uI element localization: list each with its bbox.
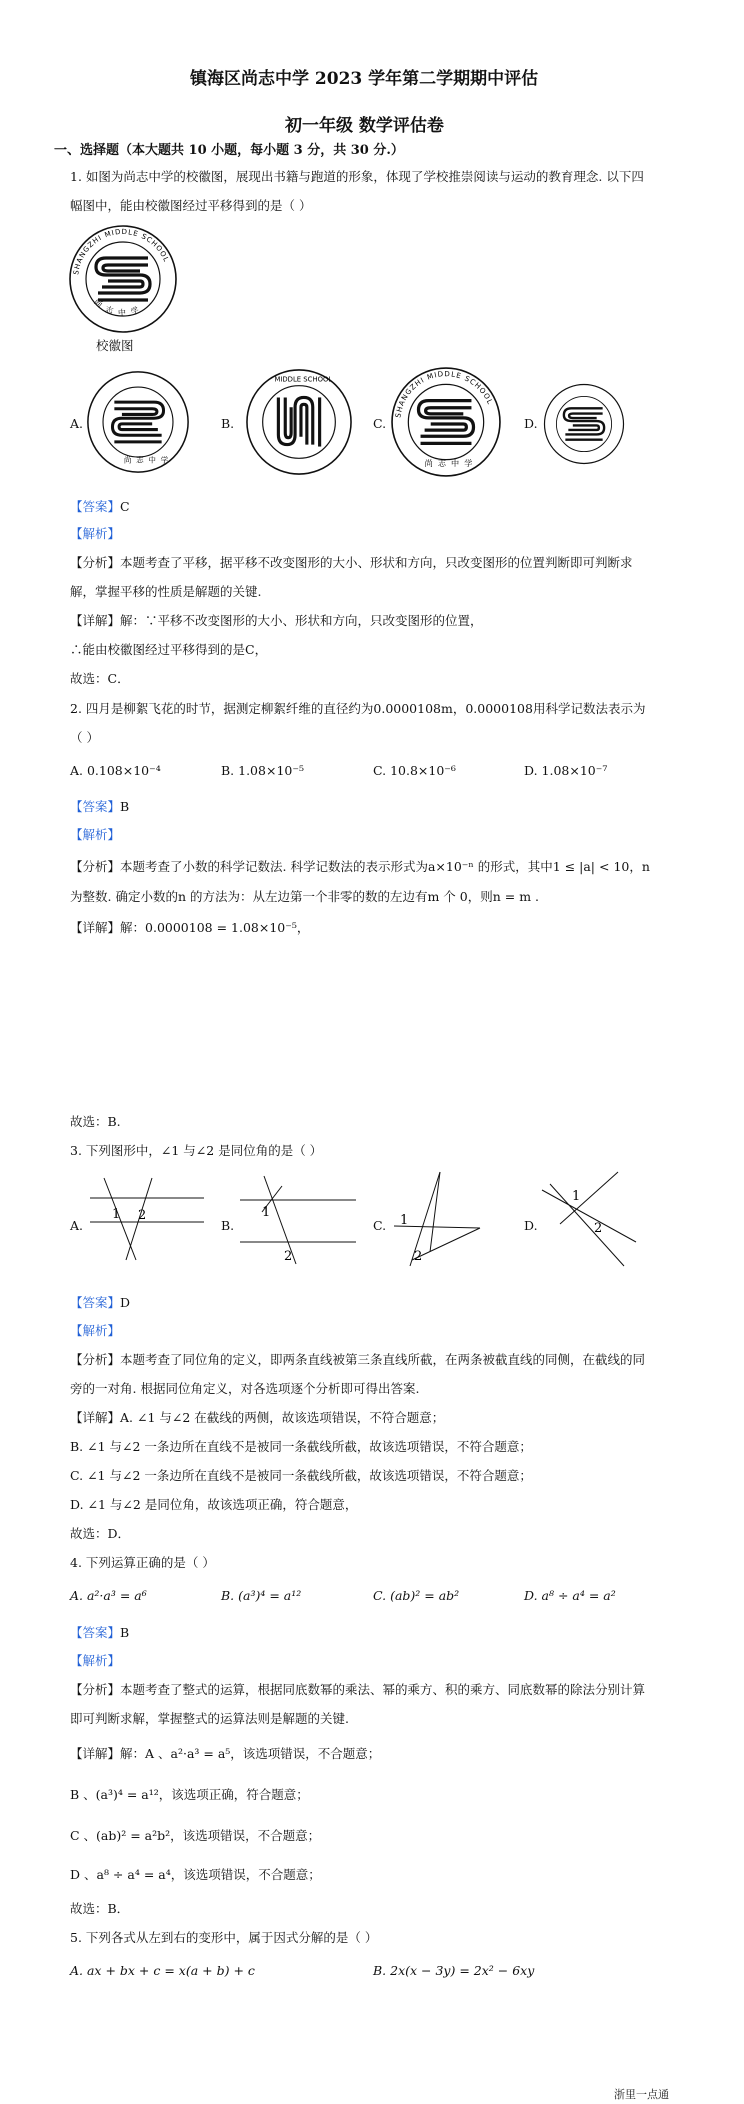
q1-analysis-label: 【解析】 bbox=[70, 526, 121, 541]
angle-label-1: 1 bbox=[262, 1205, 271, 1220]
fenxi-label: 【分析】 bbox=[70, 859, 121, 874]
q3-fenxi-line1 bbox=[70, 1350, 645, 1368]
q3-detail-line3: C. ∠1 与∠2 一条边所在直线不是被同一条截线所截，故该选项错误，不符合题意； bbox=[70, 1468, 532, 1483]
q3-figure-a bbox=[86, 1172, 206, 1262]
q3-fenxi-text1: 本题考查了同位角的定义，即两条直线被第三条直线所截，在两条被截直线的同侧，在截线的同 bbox=[120, 1352, 646, 1367]
q3-figure-b bbox=[238, 1172, 358, 1264]
q3-figure-d bbox=[540, 1172, 640, 1268]
q4-detail-text1: 解：A 、a²·a³ = a⁵，该选项错误，不合题意； bbox=[120, 1746, 381, 1761]
q1-stem-line1: 1. 如图为尚志中学的校徽图，展现出书籍与跑道的形象，体现了学校推崇阅读与运动的教育理念. 以下四 bbox=[70, 169, 644, 184]
q1-option-b-label: B. bbox=[221, 416, 235, 431]
q4-fenxi-line2: 即可判断求解，掌握整式的运算法则是解题的关键. bbox=[70, 1711, 349, 1726]
q5-stem: 5. 下列各式从左到右的变形中，属于因式分解的是（ ） bbox=[70, 1930, 378, 1945]
emblem-ring-text: SHANGZHI MIDDLE SCHOOL bbox=[72, 227, 171, 276]
q2-option-c: C. 10.8×10⁻⁶ bbox=[373, 763, 456, 778]
answer-label: 【答案】 bbox=[70, 1625, 121, 1640]
q1-option-d-figure bbox=[543, 383, 625, 465]
q3-detail-text1: A. ∠1 与∠2 在截线的两侧，故该选项错误，不符合题意； bbox=[120, 1410, 445, 1425]
q2-analysis-label: 【解析】 bbox=[70, 827, 121, 842]
q3-option-b-label: B. bbox=[221, 1218, 235, 1233]
q1-detail-line2: ∴能由校徽图经过平移得到的是C， bbox=[70, 642, 268, 657]
angle-label-1: 1 bbox=[400, 1213, 409, 1228]
q4-detail-line2: B 、(a³)⁴ = a¹²，该选项正确，符合题意； bbox=[70, 1787, 309, 1802]
section-heading: 一、选择题（本大题共 10 小题，每小题 3 分，共 30 分.） bbox=[54, 143, 404, 158]
q4-stem: 4. 下列运算正确的是（ ） bbox=[70, 1555, 215, 1570]
angle-label-2: 2 bbox=[284, 1249, 293, 1264]
q1-answer bbox=[70, 497, 130, 515]
q1-stem-line2: 幅图中，能由校徽图经过平移得到的是（ ） bbox=[70, 198, 312, 213]
page-subtitle: 初一年级 数学评估卷 bbox=[285, 116, 444, 136]
q1-option-a-figure bbox=[86, 370, 190, 474]
q3-option-c-label: C. bbox=[373, 1218, 387, 1233]
q1-option-d-label: D. bbox=[524, 416, 538, 431]
q1-detail-text1: 解：∵平移不改变图形的大小、形状和方向，只改变图形的位置， bbox=[120, 613, 483, 628]
angle-label-2: 2 bbox=[138, 1208, 147, 1223]
q5-option-b: B. 2x(x − 3y) = 2x² − 6xy bbox=[373, 1963, 535, 1978]
q2-stem-line1: 2. 四月是柳絮飞花的时节，据测定柳絮纤维的直径约为0.0000108m，0.0000108用科学记数法表示为 bbox=[70, 701, 646, 716]
q4-detail-line1 bbox=[70, 1744, 380, 1762]
angle-label-2: 2 bbox=[594, 1221, 603, 1236]
footer-brand: 浙里一点通 bbox=[614, 2088, 669, 2101]
answer-label: 【答案】 bbox=[70, 499, 121, 514]
detail-label: 【详解】 bbox=[70, 1410, 121, 1425]
svg-text:MIDDLE SCHOOL: MIDDLE SCHOOL bbox=[274, 375, 333, 384]
angle-label-2: 2 bbox=[414, 1249, 423, 1264]
q2-option-b: B. 1.08×10⁻⁵ bbox=[221, 763, 304, 778]
q4-option-a: A. a²·a³ = a⁶ bbox=[70, 1588, 147, 1603]
q3-option-d-label: D. bbox=[524, 1218, 538, 1233]
q3-detail-line2: B. ∠1 与∠2 一条边所在直线不是被同一条截线所截，故该选项错误，不符合题意； bbox=[70, 1439, 532, 1454]
q2-fenxi-line2: 为整数. 确定小数的n 的方法为：从左边第一个非零的数的左边有m 个 0，则n = m . bbox=[70, 889, 539, 904]
q3-figure-c bbox=[390, 1168, 490, 1268]
emblem-caption: 校徽图 bbox=[96, 338, 134, 353]
q1-answer-value: C bbox=[120, 499, 130, 514]
q1-fenxi-line2: 解，掌握平移的性质是解题的关键. bbox=[70, 584, 262, 599]
svg-text:SHANGZHI MIDDLE SCHOOL: SHANGZHI MIDDLE SCHOOL bbox=[393, 369, 496, 419]
school-emblem bbox=[68, 224, 178, 334]
q1-conclusion: 故选：C． bbox=[70, 671, 130, 686]
fenxi-label: 【分析】 bbox=[70, 555, 121, 570]
fenxi-label: 【分析】 bbox=[70, 1352, 121, 1367]
q4-option-b: B. (a³)⁴ = a¹² bbox=[221, 1588, 302, 1603]
q3-answer-value: D bbox=[120, 1295, 131, 1310]
svg-text:尚志中学: 尚志中学 bbox=[123, 455, 173, 465]
q1-option-c-figure bbox=[390, 366, 502, 478]
q2-detail-text: 解：0.0000108 = 1.08×10⁻⁵， bbox=[120, 920, 310, 935]
q3-option-a-label: A. bbox=[70, 1218, 84, 1233]
q4-option-d: D. a⁸ ÷ a⁴ = a² bbox=[524, 1588, 616, 1603]
q3-stem: 3. 下列图形中，∠1 与∠2 是同位角的是（ ） bbox=[70, 1143, 323, 1158]
q3-fenxi-line2: 旁的一对角. 根据同位角定义，对各选项逐个分析即可得出答案. bbox=[70, 1381, 420, 1396]
q3-conclusion: 故选：D． bbox=[70, 1526, 131, 1541]
fenxi-label: 【分析】 bbox=[70, 1682, 121, 1697]
q2-fenxi-line1 bbox=[70, 857, 650, 875]
q4-fenxi-text1: 本题考查了整式的运算，根据同底数幂的乘法、幂的乘方、积的乘方、同底数幂的除法分别计算 bbox=[120, 1682, 646, 1697]
angle-label-1: 1 bbox=[112, 1207, 121, 1222]
q1-fenxi-text1: 本题考查了平移，据平移不改变图形的大小、形状和方向，只改变图形的位置判断即可判断求 bbox=[120, 555, 633, 570]
q2-fenxi-text1: 本题考查了小数的科学记数法. 科学记数法的表示形式为a×10⁻ⁿ 的形式，其中1 ≤ |a| < 10，n bbox=[120, 859, 650, 874]
answer-label: 【答案】 bbox=[70, 1295, 121, 1310]
q2-option-d: D. 1.08×10⁻⁷ bbox=[524, 763, 608, 778]
q4-answer bbox=[70, 1623, 129, 1641]
q4-detail-line3: C 、(ab)² = a²b²，该选项错误，不合题意； bbox=[70, 1828, 321, 1843]
detail-label: 【详解】 bbox=[70, 613, 121, 628]
q4-conclusion: 故选：B． bbox=[70, 1901, 130, 1916]
q2-answer bbox=[70, 797, 129, 815]
emblem-cn-text: 尚志中学 bbox=[92, 297, 146, 318]
answer-label: 【答案】 bbox=[70, 799, 121, 814]
q4-answer-value: B bbox=[120, 1625, 130, 1640]
q1-option-c-label: C. bbox=[373, 416, 387, 431]
q4-option-c: C. (ab)² = ab² bbox=[373, 1588, 460, 1603]
svg-text:SHANGZHI MIDDLE SCHOOL bbox=[72, 228, 170, 275]
q4-analysis-label: 【解析】 bbox=[70, 1653, 121, 1668]
q2-stem-line2: （ ） bbox=[70, 730, 99, 745]
q4-detail-line4: D 、a⁸ ÷ a⁴ = a⁴，该选项错误，不合题意； bbox=[70, 1867, 321, 1882]
q2-option-a: A. 0.108×10⁻⁴ bbox=[70, 763, 161, 778]
angle-label-1: 1 bbox=[572, 1189, 581, 1204]
q1-detail-line1 bbox=[70, 611, 483, 629]
q1-option-b-figure bbox=[245, 368, 353, 476]
q2-answer-value: B bbox=[120, 799, 130, 814]
detail-label: 【详解】 bbox=[70, 920, 121, 935]
q4-fenxi-line1 bbox=[70, 1680, 645, 1698]
q2-detail bbox=[70, 918, 309, 936]
q1-option-a-label: A. bbox=[70, 416, 84, 431]
q3-detail-line1 bbox=[70, 1408, 444, 1426]
q3-detail-line4: D. ∠1 与∠2 是同位角，故该选项正确，符合题意， bbox=[70, 1497, 358, 1512]
q2-conclusion: 故选：B. bbox=[70, 1114, 121, 1129]
detail-label: 【详解】 bbox=[70, 1746, 121, 1761]
q3-answer bbox=[70, 1293, 130, 1311]
q3-analysis-label: 【解析】 bbox=[70, 1323, 121, 1338]
page-title: 镇海区尚志中学 2023 学年第二学期期中评估 bbox=[190, 69, 539, 89]
q5-option-a: A. ax + bx + c = x(a + b) + c bbox=[70, 1963, 255, 1978]
q1-fenxi-line1 bbox=[70, 553, 633, 571]
svg-text:尚志中学: 尚志中学 bbox=[424, 457, 478, 468]
